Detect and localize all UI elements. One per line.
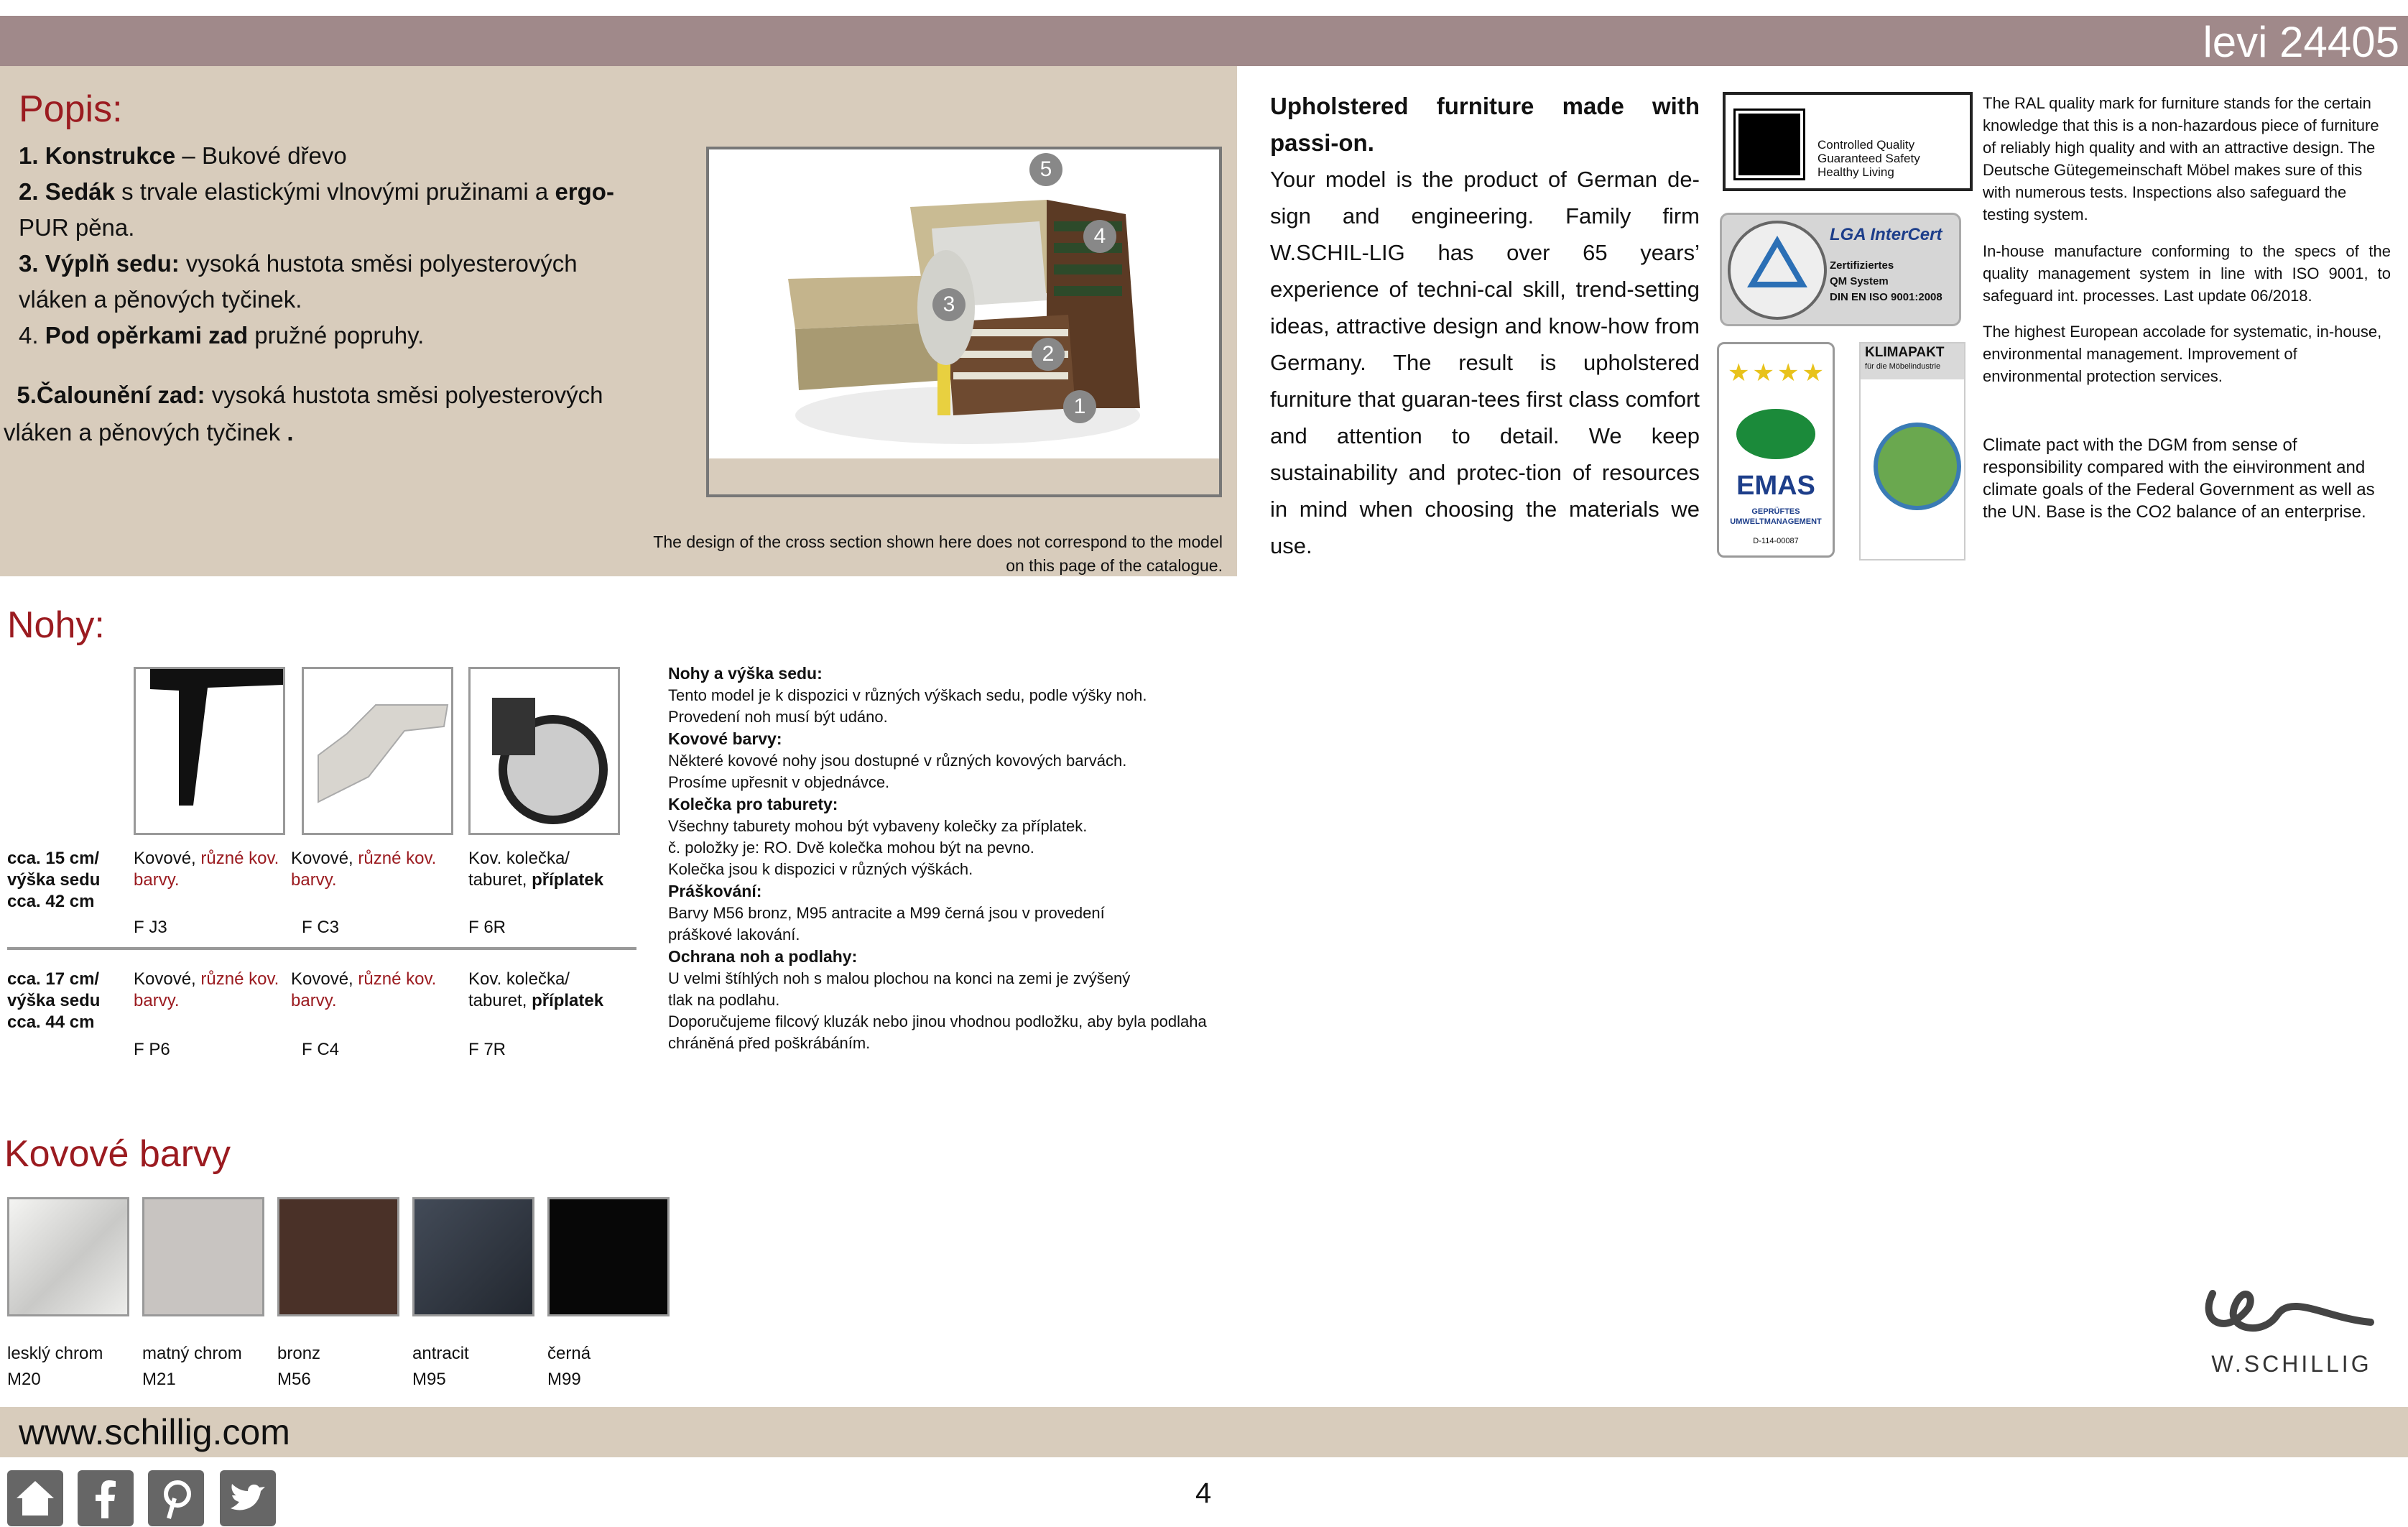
model-title: levi 24405 — [2203, 18, 2399, 66]
ral-certificate — [1723, 92, 1973, 191]
emas-text-desc: The highest European accolade for systematic, in-house, environmental management. Improvement of environmental protection services. — [1983, 323, 2382, 385]
swatch-m56-name: bronz — [277, 1344, 321, 1363]
klimapakt-text: Climate pact with the DGM from sense of responsibility compared with the eінvironment and climate goals of the Federal Government as well as the UN. Base is the CO2 balance of an enterprise. — [1983, 435, 2375, 522]
home-icon[interactable] — [7, 1470, 63, 1526]
leg-code-f6r: F 6R — [468, 918, 506, 937]
leg-code-fc4: F C4 — [302, 1040, 340, 1059]
leg-row-divider — [7, 947, 636, 950]
inhouse-text: In-house manufacture conforming to the specs of the quality management system in line with ISO 9001, to safeguard int. processes. Last update 06/2018. — [1983, 242, 2391, 305]
nohy-info-h3: Kolečka pro taburety: — [668, 795, 838, 813]
iso-line-1: Zertifiziertes — [1830, 259, 1894, 272]
wschillig-logo — [2184, 1279, 2399, 1387]
nohy-info-text — [668, 663, 1286, 1054]
leg-row1-label: cca. 15 cm/ výška sedu cca. 42 cm — [7, 849, 101, 911]
swatch-m56 — [277, 1197, 399, 1393]
marker-5: 5 — [1029, 153, 1062, 186]
klimapakt-certificate — [1859, 342, 1965, 560]
leg-code-f7r: F 7R — [468, 1040, 506, 1059]
nohy-heading: Nohy: — [7, 604, 105, 646]
wschillig-wordmark: W.SCHILLIG — [2211, 1351, 2372, 1377]
cross-section-image — [706, 147, 1222, 497]
upholstered-text — [1270, 88, 1700, 564]
klimapakt-globe-icon — [1874, 423, 1961, 510]
upholstered-title: Upholstered furniture made with passi-on. — [1270, 93, 1700, 156]
emas-number: D-114-00087 — [1753, 537, 1799, 545]
ral-line-2: Guaranteed Safety — [1817, 152, 1920, 165]
swatch-m21 — [142, 1197, 264, 1393]
marker-1: 1 — [1063, 390, 1096, 423]
kovove-heading: Kovové barvy — [4, 1133, 231, 1175]
nohy-info-h2: Kovové barvy: — [668, 729, 782, 748]
nohy-info-h5: Ochrana noh a podlahy: — [668, 947, 858, 966]
emas-sub-1: GEPRÜFTES — [1751, 507, 1800, 516]
swatch-m21-color — [142, 1197, 264, 1316]
marker-4: 4 — [1083, 220, 1116, 253]
leg-r1-c3-desc: Kov. kolečka/ taburet, příplatek — [468, 849, 604, 890]
ral-text: The RAL quality mark for furniture stands for the certain knowledge that this is a non-hazardous piece of furniture of reliably high quality and with an attractive design. The Deutsche Gütegemeinschaft Möbel makes sure of this with numerous tests. Inspections also safeguard the testing system. — [1983, 94, 2379, 223]
nohy-info-p3c: Kolečka jsou k dispozici v různých výškách. — [668, 860, 973, 878]
swatch-m95-code: M95 — [412, 1370, 446, 1389]
leg-code-fp6: F P6 — [134, 1040, 170, 1059]
leg-r1-c1-desc: Kovové, různé kov. barvy. — [134, 849, 279, 890]
popis-item-5: 5.Čalounění zad: vysoká hustota směsi polyesterových vláken a pěnových tyčinek . — [4, 382, 603, 446]
swatch-m95-color — [412, 1197, 534, 1316]
marker-3: 3 — [932, 288, 965, 321]
nohy-info-p1b: Provedení noh musí být udáno. — [668, 708, 888, 726]
swatch-m95 — [412, 1197, 534, 1393]
header-bar — [0, 16, 2408, 66]
ral-line-1: Controlled Quality — [1817, 138, 1915, 152]
swatch-m20-code: M20 — [7, 1370, 41, 1389]
popis-list — [19, 138, 644, 354]
marker-2: 2 — [1032, 338, 1065, 371]
nohy-info-p3a: Všechny taburety mohou být vybaveny kolečky za příplatek. — [668, 817, 1088, 835]
ral-logo-icon — [1736, 111, 1803, 178]
popis-item-4: 4. Pod opěrkami zad pružné popruhy. — [19, 322, 425, 349]
swatch-m21-name: matný chrom — [142, 1344, 242, 1363]
facebook-icon[interactable] — [78, 1470, 134, 1526]
leg-code-fc3: F C3 — [302, 918, 340, 937]
lga-text: LGA — [1830, 225, 1866, 244]
swatch-m21-code: M21 — [142, 1370, 176, 1389]
klimapakt-subtitle: für die Möbelindustrie — [1865, 362, 1941, 371]
nohy-info-p2b: Prosíme upřesnit v objednávce. — [668, 773, 890, 791]
website-link[interactable]: www.schillig.com — [19, 1412, 290, 1452]
nohy-info-p4a: Barvy M56 bronz, M95 antracite a M99 černá jsou v provedení — [668, 904, 1105, 922]
popis-item-1: 1. Konstrukce – Bukové dřevo — [19, 142, 347, 169]
swatch-m56-color — [277, 1197, 399, 1316]
nohy-info-p5a: U velmi štíhlých noh s malou plochou na konci na zemi je zvýšený — [668, 969, 1131, 987]
cross-section-caption: The design of the cross section shown here does not correspond to the model on this page of the catalogue. — [653, 532, 1223, 575]
iso-line-2: QM System — [1830, 275, 1889, 287]
leg-r1-c2-desc: Kovové, různé kov. barvy. — [291, 849, 437, 890]
nohy-info-h1: Nohy a výška sedu: — [668, 664, 823, 683]
swatch-m99-color — [547, 1197, 670, 1316]
eu-stars-icon: ★★★★ — [1728, 359, 1827, 387]
page-number: 4 — [1195, 1477, 1212, 1509]
popis-item-2: 2. Sedák s trvale elastickými vlnovými pružinami a ergo- PUR pěna. — [19, 178, 614, 241]
swatch-m20-color — [7, 1197, 129, 1316]
nohy-info-p5c: Doporučujeme filcový kluzák nebo jinou vhodnou podložku, aby byla podlaha — [668, 1012, 1207, 1030]
klimapakt-title: KLIMAPAKT — [1865, 345, 1945, 360]
emas-sub-2: UMWELTMANAGEMENT — [1730, 517, 1822, 526]
iso-line-3: DIN EN ISO 9001:2008 — [1830, 291, 1942, 303]
website-bar — [0, 1407, 2408, 1457]
emas-leaf-icon — [1736, 409, 1815, 459]
nohy-info-p4b: práškové lakování. — [668, 926, 800, 944]
nohy-info-h4: Práškování: — [668, 882, 762, 900]
swatch-m99 — [547, 1197, 670, 1393]
popis-item-3: 3. Výplň sedu: vysoká hustota směsi polyesterových vláken a pěnových tyčinek. — [19, 250, 578, 313]
nohy-info-p5b: tlak na podlahu. — [668, 991, 780, 1009]
ral-line-3: Healthy Living — [1817, 165, 1894, 179]
popis-heading: Popis: — [19, 88, 123, 130]
leg-image-castor — [468, 667, 620, 835]
nohy-info-p3b: č. položky je: RO. Dvě kolečka mohou být na pevno. — [668, 839, 1034, 857]
iso-certificate — [1720, 213, 1961, 326]
leg-image-metal-angled — [134, 667, 285, 835]
wschillig-swoosh-icon — [2184, 1279, 2399, 1351]
nohy-info-p1a: Tento model je k dispozici v různých výškach sedu, podle výšky noh. — [668, 686, 1147, 704]
nohy-info-p2a: Některé kovové nohy jsou dostupné v různých kovových barvách. — [668, 752, 1127, 770]
swatch-m99-code: M99 — [547, 1370, 581, 1389]
emas-certificate — [1717, 342, 1835, 558]
leg-r2-c3-desc: Kov. kolečka/ taburet, příplatek — [468, 969, 604, 1010]
leg-image-metal-bracket — [302, 667, 453, 835]
swatch-m99-name: černá — [547, 1344, 591, 1363]
intercert-text: InterCert — [1870, 225, 1942, 244]
emas-text: EMAS — [1736, 471, 1815, 501]
leg-r2-c1-desc: Kovové, různé kov. barvy. — [134, 969, 279, 1010]
pinterest-icon[interactable] — [148, 1470, 204, 1526]
twitter-icon[interactable] — [220, 1470, 276, 1526]
leg-code-fj3: F J3 — [134, 918, 167, 937]
swatch-m56-code: M56 — [277, 1370, 311, 1389]
swatch-m20 — [7, 1197, 129, 1393]
tuv-seal-icon — [1728, 221, 1827, 320]
nohy-info-p5d: chráněná před poškrábáním. — [668, 1034, 871, 1052]
swatch-m95-name: antracit — [412, 1344, 469, 1363]
leg-row2-label: cca. 17 cm/ výška sedu cca. 44 cm — [7, 969, 101, 1032]
leg-r2-c2-desc: Kovové, různé kov. barvy. — [291, 969, 437, 1010]
upholstered-body: Your model is the product of German de-sign and engineering. Family firm W.SCHIL-LIG has over 65 years’ experience of techni-cal skill, trend-setting ideas, attractive design and know-how from Germany. The result is upholstered furniture that guaran-tees first class comfort and attention to detail. We keep sustainability and protec-tion of resources in mind when choosing the materials we use. — [1270, 167, 1700, 558]
swatch-m20-name: lesklý chrom — [7, 1344, 103, 1363]
